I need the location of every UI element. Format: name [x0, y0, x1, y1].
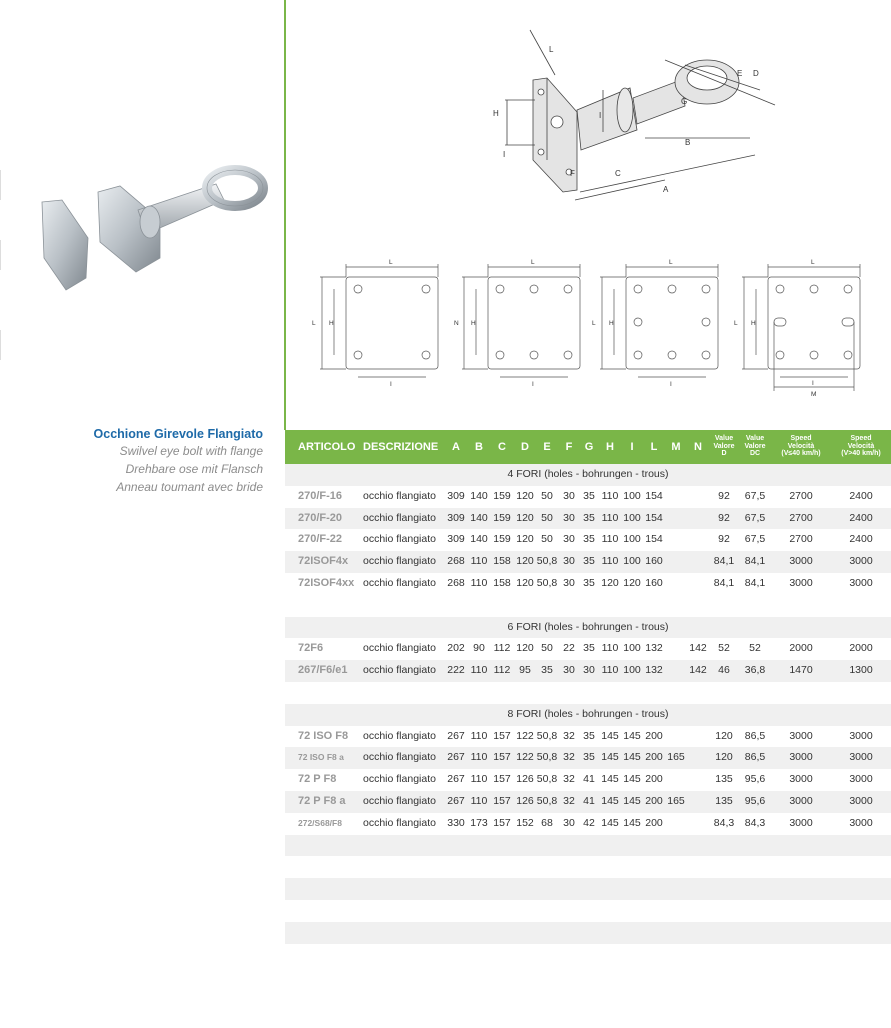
cell-vdc: 36,8	[744, 664, 766, 677]
cell-s2: 3000	[849, 576, 873, 589]
cell-d: 120	[516, 511, 534, 524]
product-title: Occhione Girevole Flangiato	[93, 427, 263, 441]
svg-text:L: L	[811, 259, 815, 266]
svg-text:H: H	[751, 320, 756, 327]
cell-i: 100	[623, 533, 641, 546]
cell-n: 142	[689, 664, 707, 677]
cell-c: 157	[493, 751, 511, 764]
cell-f: 22	[563, 642, 575, 655]
article-code: 267/F6/e1	[298, 664, 348, 677]
cell-b: 173	[470, 816, 488, 829]
cell-b: 140	[470, 533, 488, 546]
cell-vdc: 67,5	[744, 511, 766, 524]
section-row	[285, 464, 891, 486]
cell-i: 145	[623, 773, 641, 786]
edge-mark	[0, 240, 1, 270]
edge-mark	[0, 330, 1, 360]
cell-l: 200	[645, 729, 663, 742]
svg-text:L: L	[592, 320, 596, 327]
description: occhio flangiato	[363, 729, 436, 742]
cell-a: 309	[447, 489, 465, 502]
cell-c: 159	[493, 511, 511, 524]
cell-g: 41	[583, 794, 595, 807]
title-de: Drehbare ose mit Flansch	[125, 462, 263, 476]
description: occhio flangiato	[363, 642, 436, 655]
svg-text:L: L	[312, 320, 316, 327]
label-E: E	[737, 69, 743, 78]
cell-g: 41	[583, 773, 595, 786]
cell-vd: 135	[715, 773, 733, 786]
header-value-d: Value Valore D	[713, 435, 735, 457]
cell-m: 165	[667, 751, 685, 764]
cell-s1: 3000	[789, 816, 813, 829]
table-row	[285, 486, 891, 508]
cell-g: 35	[583, 489, 595, 502]
cell-l: 132	[645, 642, 663, 655]
spec-table	[285, 430, 891, 965]
cell-vdc: 86,5	[744, 729, 766, 742]
cell-s1: 2700	[789, 511, 813, 524]
cell-h: 145	[601, 794, 619, 807]
cell-i: 145	[623, 794, 641, 807]
section-title: 8 FORI (holes - bohrungen - trous)	[507, 707, 669, 720]
cell-vdc: 84,3	[744, 816, 766, 829]
cell-s2: 3000	[849, 773, 873, 786]
cell-c: 157	[493, 729, 511, 742]
description: occhio flangiato	[363, 794, 436, 807]
cell-f: 30	[563, 555, 575, 568]
cell-a: 267	[447, 773, 465, 786]
table-row	[285, 726, 891, 748]
header-descrizione: DESCRIZIONE	[363, 441, 439, 453]
cell-s2: 3000	[849, 751, 873, 764]
cell-a: 268	[447, 555, 465, 568]
cell-g: 35	[583, 751, 595, 764]
cell-s1: 3000	[789, 773, 813, 786]
cell-c: 112	[493, 664, 511, 677]
cell-i: 145	[623, 751, 641, 764]
spacer-row	[285, 595, 891, 617]
cell-d: 120	[516, 533, 534, 546]
table-header: ARTICOLO DESCRIZIONE A B C D E F G H I L M N Value Valore D Value Valore DC Speed Velocità (V≤40 km/h) Speed Velocità (V>40 km/h)	[285, 430, 891, 464]
svg-text:I: I	[670, 381, 672, 388]
svg-text:I: I	[390, 381, 392, 388]
green-divider	[284, 0, 286, 430]
cell-vdc: 84,1	[744, 555, 766, 568]
cell-a: 222	[447, 664, 465, 677]
cell-f: 32	[563, 729, 575, 742]
cell-b: 110	[470, 729, 488, 742]
cell-l: 154	[645, 511, 663, 524]
cell-e: 50	[541, 489, 553, 502]
cell-s1: 1470	[789, 664, 813, 677]
cell-h: 145	[601, 816, 619, 829]
cell-h: 110	[601, 533, 619, 546]
cell-d: 120	[516, 555, 534, 568]
cell-e: 50	[541, 533, 553, 546]
article-code: 72ISOF4xx	[298, 576, 355, 589]
cell-g: 35	[583, 576, 595, 589]
cell-s2: 1300	[849, 664, 873, 677]
cell-e: 50,8	[536, 751, 558, 764]
svg-text:H: H	[609, 320, 614, 327]
cell-c: 157	[493, 816, 511, 829]
cell-h: 110	[601, 555, 619, 568]
article-code: 270/F-22	[298, 533, 343, 546]
cell-s1: 2000	[789, 642, 813, 655]
table-row	[285, 813, 891, 835]
cell-s2: 2000	[849, 642, 873, 655]
table-row	[285, 769, 891, 791]
cell-c: 158	[493, 576, 511, 589]
cell-d: 126	[516, 794, 534, 807]
cell-c: 112	[493, 642, 511, 655]
empty-row	[285, 835, 891, 857]
label-H: H	[493, 109, 499, 118]
cell-g: 35	[583, 729, 595, 742]
product-titles	[3, 426, 263, 496]
label-G: G	[681, 97, 688, 106]
cell-vd: 92	[718, 533, 730, 546]
cell-e: 50,8	[536, 576, 558, 589]
empty-row	[285, 922, 891, 944]
cell-h: 110	[601, 511, 619, 524]
cell-s1: 3000	[789, 555, 813, 568]
cell-i: 145	[623, 816, 641, 829]
empty-row	[285, 944, 891, 966]
cell-vd: 92	[718, 511, 730, 524]
article-code: 72F6	[298, 642, 324, 655]
cell-h: 145	[601, 729, 619, 742]
svg-text:I: I	[812, 380, 814, 387]
cell-s1: 3000	[789, 794, 813, 807]
svg-text:H: H	[471, 320, 476, 327]
cell-n: 142	[689, 642, 707, 655]
cell-vd: 120	[715, 729, 733, 742]
cell-h: 110	[601, 489, 619, 502]
cell-e: 68	[541, 816, 553, 829]
cell-e: 35	[541, 664, 553, 677]
cell-e: 50,8	[536, 773, 558, 786]
description: occhio flangiato	[363, 555, 436, 568]
cell-e: 50,8	[536, 555, 558, 568]
article-code: 270/F-20	[298, 511, 343, 524]
cell-vd: 120	[715, 751, 733, 764]
cell-f: 32	[563, 751, 575, 764]
cell-l: 160	[645, 576, 663, 589]
cell-b: 110	[470, 576, 488, 589]
cell-f: 30	[563, 511, 575, 524]
cell-s1: 3000	[789, 751, 813, 764]
table-row	[285, 551, 891, 573]
cell-i: 100	[623, 489, 641, 502]
cell-vdc: 67,5	[744, 533, 766, 546]
table-row	[285, 638, 891, 660]
label-B: B	[685, 138, 691, 147]
cell-g: 42	[583, 816, 595, 829]
empty-row	[285, 856, 891, 878]
cell-g: 30	[583, 664, 595, 677]
cell-c: 157	[493, 794, 511, 807]
svg-text:N: N	[454, 320, 459, 327]
cell-vd: 52	[718, 642, 730, 655]
cell-f: 30	[563, 533, 575, 546]
svg-text:L: L	[669, 259, 673, 266]
cell-s2: 2400	[849, 533, 873, 546]
cell-f: 32	[563, 773, 575, 786]
table-row	[285, 529, 891, 551]
label-I: I	[503, 150, 506, 159]
table-row	[285, 573, 891, 595]
cell-b: 110	[470, 751, 488, 764]
cell-s2: 3000	[849, 729, 873, 742]
section-row	[285, 617, 891, 639]
cell-d: 120	[516, 642, 534, 655]
cell-a: 267	[447, 751, 465, 764]
cell-s1: 3000	[789, 729, 813, 742]
cell-vd: 92	[718, 489, 730, 502]
svg-text:M: M	[811, 391, 817, 398]
cell-b: 110	[470, 794, 488, 807]
label-L: L	[549, 45, 554, 54]
svg-text:L: L	[531, 259, 535, 266]
cell-i: 120	[623, 576, 641, 589]
cell-l: 154	[645, 489, 663, 502]
cell-a: 268	[447, 576, 465, 589]
cell-e: 50	[541, 511, 553, 524]
cell-vd: 84,3	[713, 816, 735, 829]
description: occhio flangiato	[363, 576, 436, 589]
cell-f: 30	[563, 664, 575, 677]
svg-text:L: L	[389, 259, 393, 266]
svg-text:I: I	[532, 381, 534, 388]
cell-s2: 3000	[849, 555, 873, 568]
cell-d: 122	[516, 751, 534, 764]
cell-d: 152	[516, 816, 534, 829]
cell-m: 165	[667, 794, 685, 807]
cell-e: 50,8	[536, 729, 558, 742]
cell-g: 35	[583, 555, 595, 568]
cell-g: 35	[583, 533, 595, 546]
label-D: D	[753, 69, 759, 78]
empty-row	[285, 900, 891, 922]
cell-vd: 46	[718, 664, 730, 677]
description: occhio flangiato	[363, 664, 436, 677]
table-row	[285, 791, 891, 813]
cell-vdc: 67,5	[744, 489, 766, 502]
table-row	[285, 508, 891, 530]
article-code: 270/F-16	[298, 489, 343, 502]
cell-h: 145	[601, 751, 619, 764]
flange-plates-drawing	[300, 255, 890, 400]
header-articolo: ARTICOLO	[298, 441, 356, 453]
cell-vd: 135	[715, 794, 733, 807]
cell-s2: 3000	[849, 816, 873, 829]
label-F: F	[570, 169, 575, 178]
cell-l: 200	[645, 816, 663, 829]
technical-drawing	[485, 20, 785, 225]
cell-i: 100	[623, 664, 641, 677]
header-speed-2: Speed Velocità (V>40 km/h)	[841, 435, 881, 457]
cell-l: 132	[645, 664, 663, 677]
cell-d: 120	[516, 489, 534, 502]
cell-s2: 3000	[849, 794, 873, 807]
cell-h: 110	[601, 642, 619, 655]
cell-d: 95	[519, 664, 531, 677]
section-title: 4 FORI (holes - bohrungen - trous)	[507, 468, 669, 480]
article-code: 272/S68/F8	[298, 817, 342, 828]
description: occhio flangiato	[363, 816, 436, 829]
article-code: 72 P F8	[298, 773, 337, 786]
cell-g: 35	[583, 511, 595, 524]
header-value-dc: Value Valore DC	[744, 435, 766, 457]
label-I2: I	[599, 111, 602, 120]
cell-b: 110	[470, 664, 488, 677]
cell-h: 145	[601, 773, 619, 786]
cell-g: 35	[583, 642, 595, 655]
cell-h: 120	[601, 576, 619, 589]
cell-c: 159	[493, 489, 511, 502]
cell-h: 110	[601, 664, 619, 677]
cell-a: 309	[447, 511, 465, 524]
cell-a: 202	[447, 642, 465, 655]
cell-a: 267	[447, 794, 465, 807]
cell-vd: 84,1	[713, 555, 735, 568]
cell-i: 100	[623, 642, 641, 655]
table-body	[285, 464, 891, 965]
title-fr: Anneau toumant avec bride	[116, 480, 263, 494]
cell-a: 309	[447, 533, 465, 546]
cell-e: 50,8	[536, 794, 558, 807]
description: occhio flangiato	[363, 511, 436, 524]
table-row	[285, 660, 891, 682]
cell-c: 157	[493, 773, 511, 786]
description: occhio flangiato	[363, 751, 436, 764]
cell-a: 330	[447, 816, 465, 829]
cell-f: 30	[563, 576, 575, 589]
cell-c: 158	[493, 555, 511, 568]
header-speed-1: Speed Velocità (V≤40 km/h)	[781, 435, 821, 457]
cell-vdc: 95,6	[744, 773, 766, 786]
cell-s1: 3000	[789, 576, 813, 589]
section-row	[285, 704, 891, 726]
cell-s2: 2400	[849, 489, 873, 502]
cell-d: 120	[516, 576, 534, 589]
cell-d: 122	[516, 729, 534, 742]
article-code: 72 ISO F8 a	[298, 752, 344, 763]
cell-s1: 2700	[789, 489, 813, 502]
description: occhio flangiato	[363, 533, 436, 546]
cell-b: 110	[470, 773, 488, 786]
label-C: C	[615, 169, 621, 178]
article-code: 72ISOF4x	[298, 555, 349, 568]
article-code: 72 P F8 a	[298, 794, 346, 807]
spacer-row	[285, 682, 891, 704]
empty-row	[285, 878, 891, 900]
cell-b: 140	[470, 489, 488, 502]
cell-f: 30	[563, 816, 575, 829]
cell-vdc: 95,6	[744, 794, 766, 807]
cell-d: 126	[516, 773, 534, 786]
cell-i: 100	[623, 511, 641, 524]
cell-s2: 2400	[849, 511, 873, 524]
svg-text:H: H	[329, 320, 334, 327]
label-A: A	[663, 185, 669, 194]
description: occhio flangiato	[363, 773, 436, 786]
svg-text:L: L	[734, 320, 738, 327]
cell-l: 200	[645, 773, 663, 786]
cell-vdc: 52	[749, 642, 761, 655]
cell-s1: 2700	[789, 533, 813, 546]
cell-l: 160	[645, 555, 663, 568]
cell-vdc: 84,1	[744, 576, 766, 589]
description: occhio flangiato	[363, 489, 436, 502]
edge-mark	[0, 170, 1, 200]
article-code: 72 ISO F8	[298, 729, 349, 742]
cell-a: 267	[447, 729, 465, 742]
cell-c: 159	[493, 533, 511, 546]
cell-b: 110	[470, 555, 488, 568]
cell-i: 145	[623, 729, 641, 742]
cell-e: 50	[541, 642, 553, 655]
section-title: 6 FORI (holes - bohrungen - trous)	[507, 620, 669, 633]
cell-b: 90	[473, 642, 485, 655]
cell-i: 100	[623, 555, 641, 568]
cell-f: 30	[563, 489, 575, 502]
cell-l: 200	[645, 751, 663, 764]
cell-b: 140	[470, 511, 488, 524]
cell-l: 200	[645, 794, 663, 807]
title-en: Swilvel eye bolt with flange	[119, 444, 263, 458]
cell-vd: 84,1	[713, 576, 735, 589]
cell-l: 154	[645, 533, 663, 546]
product-photo	[30, 160, 280, 310]
cell-vdc: 86,5	[744, 751, 766, 764]
table-row	[285, 747, 891, 769]
cell-f: 32	[563, 794, 575, 807]
